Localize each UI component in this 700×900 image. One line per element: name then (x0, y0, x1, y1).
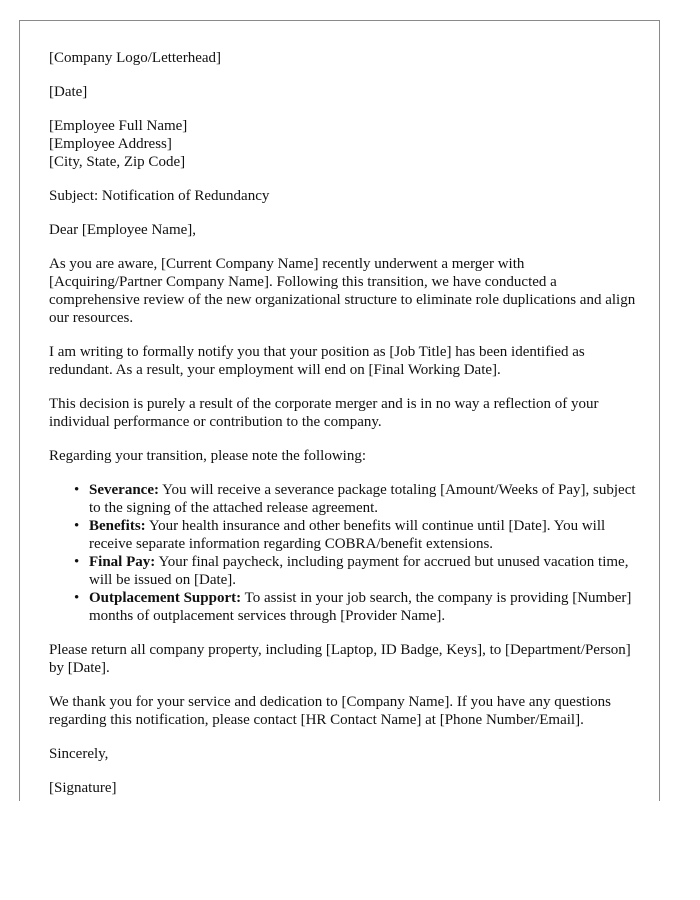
recipient-city-state-zip: [City, State, Zip Code] (49, 154, 186, 170)
recipient-name: [Employee Full Name] (49, 118, 188, 134)
letter-body (49, 49, 639, 801)
recipient-address: [Employee Address] (49, 136, 172, 152)
paragraph-notification: I am writing to formally notify you that your position as [Job Title] has been identified as redundant. As a result, your employment will end on [Final Working Date]. (49, 344, 585, 378)
list-item-benefits (74, 517, 639, 553)
letter-page (19, 20, 660, 801)
bullet-icon: • (74, 554, 80, 570)
signature: [Signature] (49, 780, 117, 796)
salutation: Dear [Employee Name], (49, 222, 197, 238)
list-item-label: Outplacement Support: (89, 590, 242, 606)
bullet-icon: • (74, 482, 80, 498)
list-item-label: Benefits: (89, 518, 146, 534)
bullet-icon: • (74, 518, 80, 534)
bullet-icon: • (74, 590, 80, 606)
paragraph-decision: This decision is purely a result of the corporate merger and is in no way a reflection of your individual performance or contribution to the company. (49, 396, 599, 430)
list-item-severance (74, 481, 639, 517)
list-item-text: Your final paycheck, including payment for accrued but unused vacation time, will be issued on [Date]. (89, 554, 629, 588)
subject-line: Subject: Notification of Redundancy (49, 188, 270, 204)
list-item-final-pay (74, 553, 639, 589)
paragraph-return-property: Please return all company property, including [Laptop, ID Badge, Keys], to [Department/Person] by [Date]. (49, 642, 631, 676)
transition-list (49, 481, 639, 625)
recipient-block (49, 117, 639, 171)
list-item-text: Your health insurance and other benefits will continue until [Date]. You will receive separate information regarding COBRA/benefit extensions. (89, 518, 606, 552)
list-item-outplacement (74, 589, 639, 625)
list-item-text: To assist in your job search, the company is providing [Number] months of outplacement services through [Provider Name]. (89, 590, 632, 624)
list-item-text: You will receive a severance package totaling [Amount/Weeks of Pay], subject to the signing of the attached release agreement. (89, 482, 636, 516)
list-item-label: Final Pay: (89, 554, 156, 570)
signoff: Sincerely, (49, 746, 109, 762)
letter-date: [Date] (49, 84, 88, 100)
list-item-label: Severance: (89, 482, 159, 498)
paragraph-transition-intro: Regarding your transition, please note the following: (49, 448, 367, 464)
paragraph-merger: As you are aware, [Current Company Name] recently underwent a merger with [Acquiring/Partner Company Name]. Following this transition, we have conducted a comprehensive review of the new organizational structure to eliminate role duplications and align our resources. (49, 256, 636, 326)
paragraph-thanks: We thank you for your service and dedication to [Company Name]. If you have any questions regarding this notification, please contact [HR Contact Name] at [Phone Number/Email]. (49, 694, 611, 728)
letterhead: [Company Logo/Letterhead] (49, 50, 222, 66)
